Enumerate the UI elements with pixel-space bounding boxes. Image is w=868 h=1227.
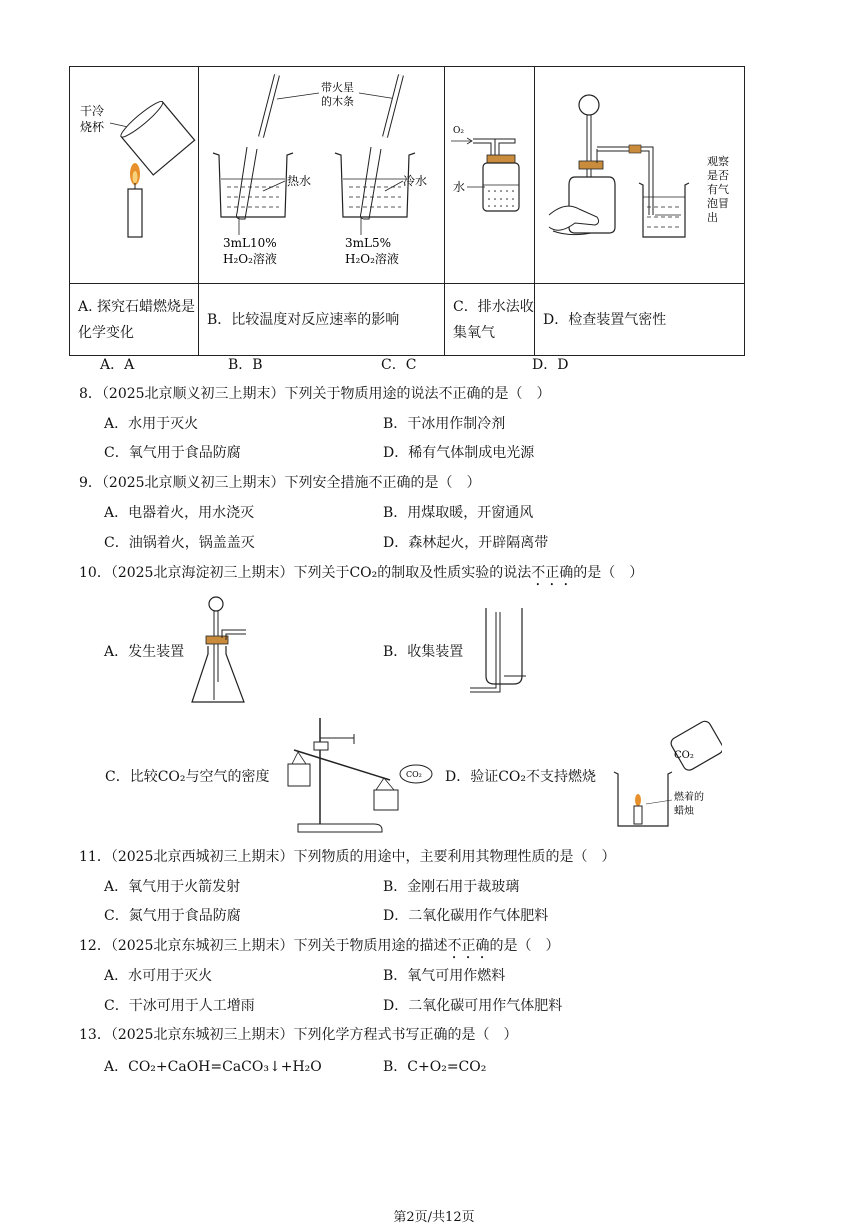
figure-cell-d [535,67,745,284]
q8-option-b[interactable]: B．干冰用作制冷剂 [383,416,506,432]
burning-candle-label: 燃着的 蜡烛 [674,792,704,817]
q10-option-d[interactable]: D．验证CO₂不支持燃烧 [445,769,597,785]
right-solution-conc: 3mL5% [345,236,392,250]
splint-label-1: 带火星 [321,81,354,94]
left-solution-name: H₂O₂溶液 [223,252,277,266]
figure-cell-a [70,67,199,284]
q7-option-b[interactable]: B．B [228,357,263,373]
page-footer: 第2页/共12页 [393,1210,475,1225]
q10-option-c[interactable]: C．比较CO₂与空气的密度 [105,769,270,785]
q12-stem-emphasis: 不正确 [447,938,490,954]
experiment-table [69,66,745,356]
collector-apparatus-figure [466,604,530,696]
candle-cup-figure [70,67,198,279]
q11-option-b[interactable]: B．金刚石用于裁玻璃 [383,879,520,895]
cold-water-label: 冷水 [403,174,428,188]
left-solution-conc: 3mL10% [223,236,277,250]
q9-option-b[interactable]: B．用煤取暖，开窗通风 [383,505,534,521]
candle-beaker-figure [612,714,722,830]
figure-cell-c [445,67,535,284]
q10-option-b[interactable]: B．收集装置 [383,644,464,660]
q7-option-d[interactable]: D．D [532,357,569,373]
temperature-rate-figure [199,67,444,279]
splint-label-2: 的木条 [321,95,354,108]
q13-option-b[interactable]: B．C+O₂=CO₂ [383,1059,487,1075]
q12-option-d[interactable]: D．二氧化碳可用作气体肥料 [383,998,563,1014]
q7-option-a[interactable]: A．A [100,357,135,373]
q8-option-c[interactable]: C．氧气用于食品防腐 [104,445,241,461]
cup-label-1: 干冷 [80,104,105,118]
q10-stem-emphasis: 不正确 [531,565,574,581]
water-collect-figure [445,67,534,279]
caption-d: D．检查装置气密性 [535,284,745,356]
airtight-check-figure [535,67,744,279]
q8-stem: 8．（2025北京顺义初三上期末）下列关于物质用途的说法不正确的是（ ） [79,386,551,402]
q8-option-d[interactable]: D．稀有气体制成电光源 [383,445,535,461]
q9-option-a[interactable]: A．电器着火，用水浇灭 [104,505,255,521]
q10-stem [79,562,643,589]
caption-c: C．排水法收集氧气 [445,284,535,356]
cup-label-2: 烧杯 [80,120,105,134]
q10-stem-suffix: 的是（ ） [573,565,644,581]
o2-label: O₂ [453,126,464,136]
q7-option-c[interactable]: C．C [381,357,417,373]
caption-a: A. 探究石蜡燃烧是化学变化 [70,284,199,356]
density-balance-figure [284,714,434,838]
q13-stem: 13．（2025北京东城初三上期末）下列化学方程式书写正确的是（ ） [79,1027,518,1043]
figure-cell-b [199,67,445,284]
q13-option-a[interactable]: A．CO₂+CaOH=CaCO₃↓+H₂O [104,1059,322,1075]
q12-stem-prefix: 12．（2025北京东城初三上期末）下列关于物质用途的描述 [79,938,448,954]
q12-option-a[interactable]: A．水可用于灭火 [104,968,213,984]
q9-stem: 9．（2025北京顺义初三上期末）下列安全措施不正确的是（ ） [79,475,481,491]
q9-option-c[interactable]: C．油锅着火，锅盖盖灭 [104,535,255,551]
co2-jar-label: CO₂ [674,750,694,761]
caption-b: B．比较温度对反应速率的影响 [199,284,445,356]
q10-option-a[interactable]: A．发生装置 [104,644,185,660]
q11-option-d[interactable]: D．二氧化碳用作气体肥料 [383,908,549,924]
q11-stem: 11．（2025北京西城初三上期末）下列物质的用途中，主要利用其物理性质的是（ ） [79,849,616,865]
q12-option-b[interactable]: B．氧气可用作燃料 [383,968,506,984]
q12-stem [79,935,559,962]
observe-label: 观察 是否 有气 泡冒 出 [707,155,729,224]
q11-option-a[interactable]: A．氧气用于火箭发射 [104,879,241,895]
q8-option-a[interactable]: A．水用于灭火 [104,416,199,432]
generator-apparatus-figure [186,590,256,710]
q11-option-c[interactable]: C．氮气用于食品防腐 [104,908,241,924]
q9-option-d[interactable]: D．森林起火，开辟隔离带 [383,535,549,551]
hot-water-label: 热水 [287,174,312,188]
water-label: 水 [453,180,466,194]
q12-stem-suffix: 的是（ ） [489,938,560,954]
q12-option-c[interactable]: C．干冰可用于人工增雨 [104,998,255,1014]
right-solution-name: H₂O₂溶液 [345,252,399,266]
co2-balance-label: CO₂ [406,770,422,779]
q10-stem-prefix: 10．（2025北京海淀初三上期末）下列关于CO₂的制取及性质实验的说法 [79,565,532,581]
